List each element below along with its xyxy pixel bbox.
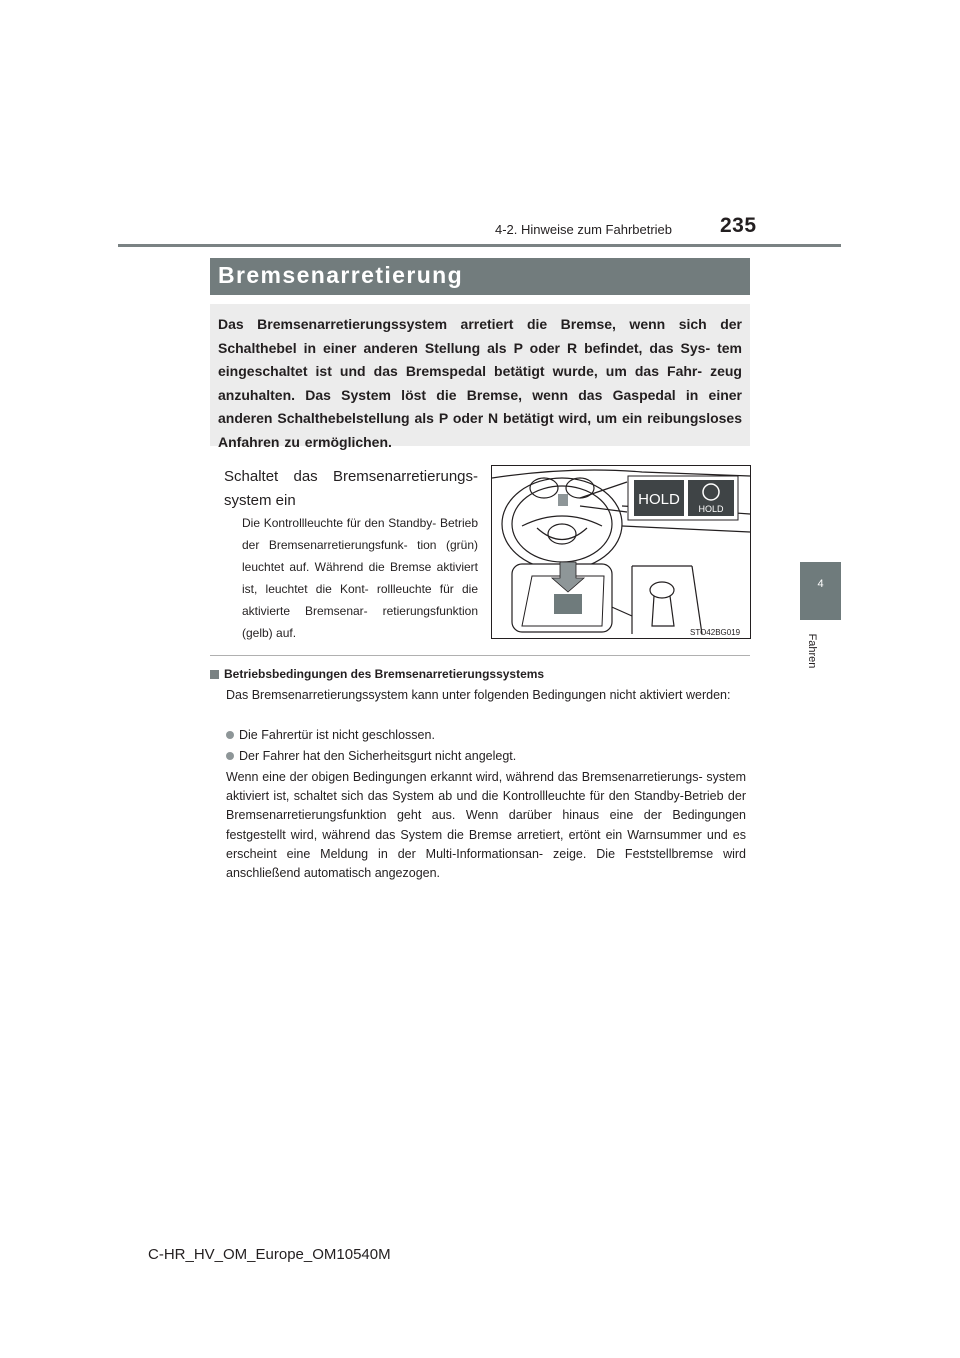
section-rule	[210, 655, 750, 656]
item-heading: Schaltet das Bremsenarretierungs- system ein	[224, 468, 478, 509]
chapter-tab	[800, 562, 841, 620]
indicator-label-1: HOLD	[638, 491, 680, 508]
page-title: Bremsenarretierung	[218, 262, 464, 288]
section-reference: 4-2. Hinweise zum Fahrbetrieb	[495, 222, 673, 237]
conditions-heading-text: Betriebsbedingungen des Bremsenarretierungssystems	[224, 667, 545, 681]
bullet-item	[226, 726, 435, 744]
conditions-heading	[210, 667, 544, 681]
page-number: 235	[720, 214, 757, 237]
chapter-label: Fahren	[806, 633, 818, 669]
bullet-item	[226, 747, 516, 765]
indicator-label-2: HOLD	[698, 504, 724, 514]
figure-code: STO42BG019	[690, 628, 741, 637]
square-bullet-icon	[210, 670, 219, 679]
item-description: Die Kontrollleuchte für den Standby- Betrieb der Bremsenarretierungsfunk- tion (grün) leuchtet auf. Während die Bremse aktiviert ist, leuchtet die Kont- rollleuchte für die aktivierte Bremsenar- retierungsfunktion (gelb) auf.	[242, 516, 478, 640]
dashboard-illustration	[492, 466, 750, 638]
hold-switch	[554, 594, 582, 614]
conditions-intro: Das Bremsenarretierungssystem kann unter folgenden Bedingungen nicht aktiviert werden:	[226, 688, 731, 702]
indicator-location	[558, 494, 568, 506]
conditions-paragraph: Wenn eine der obigen Bedingungen erkannt wird, während das Bremsenarretierungs- system aktiviert ist, schaltet sich das System ab und die Kontrollleuchte für den Standby-Betrieb der Bremsenarretierungsfunktion geht aus. Wenn darüber hinaus eine der Bedingungen festgestellt wird, während das System die Bremse arretiert, ertönt ein Warnsummer und es erscheint eine Meldung in der Multi-Informationsan- zeige. Die Feststellbremse wird anschließend automatisch angezogen.	[226, 770, 746, 881]
illustration-frame	[491, 465, 751, 639]
intro-text: Das Bremsenarretierungssystem arretiert die Bremse, wenn sich der Schalthebel in einer anderen Stellung als P oder R befindet, das Sys- tem eingeschaltet ist und das Bremspedal betätigt wurde, um das Fahr- zeug anzuhalten. Das System löst die Bremse, wenn das Gaspedal in einer anderen Schalthebelstellung als P oder N betätigt wird, um ein reibungsloses Anfahren zu ermöglichen.	[218, 316, 742, 450]
bullet-text: Der Fahrer hat den Sicherheitsgurt nicht angelegt.	[239, 749, 517, 763]
bullet-dot-icon	[226, 731, 234, 739]
chapter-number: 4	[817, 578, 824, 590]
bullet-dot-icon	[226, 752, 234, 760]
bullet-text: Die Fahrertür ist nicht geschlossen.	[239, 728, 435, 742]
document-code: C-HR_HV_OM_Europe_OM10540M	[148, 1246, 391, 1263]
header-rule	[118, 244, 841, 247]
